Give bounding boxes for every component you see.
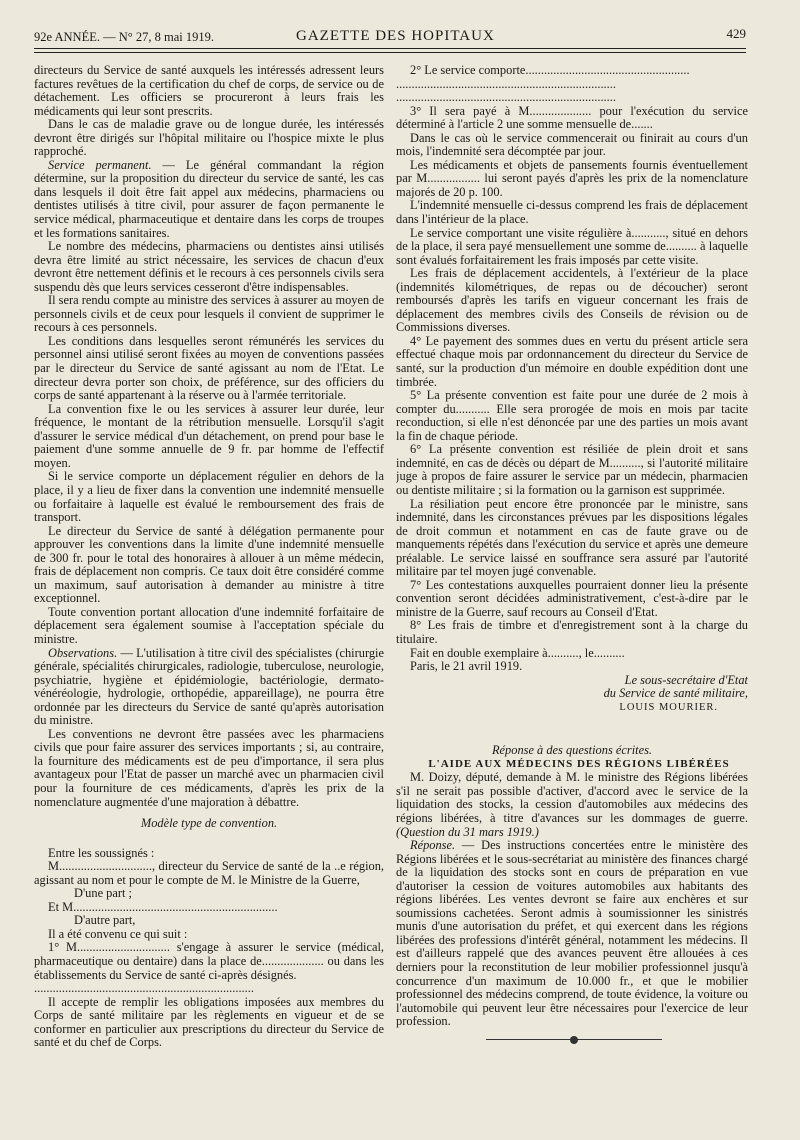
paragraph bbox=[34, 914, 384, 928]
paragraph bbox=[396, 389, 748, 443]
answer-paragraph bbox=[396, 839, 748, 1029]
paragraph bbox=[34, 64, 384, 118]
paragraph-text: M.............................., directeur du Service de santé de la ..e région, agissant au nom et pour le compte de M. le Ministre de la Guerre, bbox=[34, 859, 384, 887]
paragraph-text: ....................................................................... bbox=[396, 90, 616, 105]
paragraph-text: La convention fixe le ou les services à assurer leur durée, leur fréquence, le montant de la rétribution mensuelle. Lorsqu'il s'agit d'assurer le service médical d'un détachement, on prend pour base le paiement d'une somme annuelle de 9 fr. par homme de l'effectif moyen. bbox=[34, 401, 384, 470]
paragraph-text: 6° La présente convention est résiliée de plein droit et sans indemnité, en cas de décès ou départ de M.........., si l'autorité militaire juge à propos de faire assurer le service par un médecin, pharmacien ou dentiste militaire ; si la formation ou la garnison est supprimée. bbox=[396, 442, 748, 497]
paragraph-text: Modèle type de convention. bbox=[140, 816, 278, 831]
paragraph-text: 8° Les frais de timbre et d'enregistrement sont à la charge du titulaire. bbox=[396, 618, 748, 646]
page-number: 429 bbox=[726, 26, 746, 41]
paragraph-text: Les conditions dans lesquelles seront rémunérés les services du personnel ainsi utilisé seront fixées au moyen de conventions passées par le directeur du Service de santé agissant au nom de l'Etat. Le directeur devra porter son choix, de préférence, sur des officiers du corps de santé appartenant à la réserve ou à l'armée territoriale. bbox=[34, 333, 384, 403]
paragraph bbox=[34, 728, 384, 809]
paragraph bbox=[34, 982, 384, 996]
paragraph-text: Fait en double exemplaire à.........., le.......... bbox=[410, 645, 625, 660]
paragraph bbox=[34, 335, 384, 403]
paragraph-text: 4° Le payement des sommes dues en vertu du présent article sera effectué chaque mois par ordonnancement du directeur du Service de santé, sur la production d'un mémoire en double expédition dont une timbrée. bbox=[396, 333, 748, 389]
question-reference: (Question du 31 mars 1919.) bbox=[396, 824, 539, 839]
paragraph-text: Entre les soussignés : bbox=[48, 845, 155, 860]
answer-lead: Réponse. bbox=[410, 838, 456, 853]
paragraph bbox=[34, 118, 384, 159]
paragraph bbox=[396, 267, 748, 335]
paragraph-lead: Observations. bbox=[48, 645, 118, 660]
header-rule bbox=[34, 48, 746, 49]
paragraph bbox=[396, 619, 748, 646]
paragraph-text: L'indemnité mensuelle ci-dessus comprend les frais de déplacement dans l'intérieur de la place. bbox=[396, 198, 748, 227]
paragraph bbox=[34, 860, 384, 887]
paragraph-text: 3° Il sera payé à M.................... pour l'exécution du service déterminé à l'article 2 une somme mensuelle de....... bbox=[396, 103, 748, 132]
paragraph-text: — L'utilisation à titre civil des spécialistes (chirurgie générale, spécialités chirurgicales, radiologie, tuberculose, neurologie, psychiatrie, hygiène et épidémiologie, bactériologie, dermato-vénéréologie, hydrologie, orthopédie, appareillage), ne pourra être ordonnée par les directeurs du Service de santé qu'après autorisation du ministre. bbox=[34, 645, 384, 728]
paragraph-text: Les médicaments et objets de pansements fournis éventuellement par M................. lui seront payés d'après les prix de la nomenclature majorés de 20 p. 100. bbox=[396, 157, 748, 199]
paragraph bbox=[396, 199, 748, 226]
paragraph bbox=[34, 525, 384, 606]
paragraph-text: 1° M.............................. s'engage à assurer le service (médical, pharmaceutique ou dentaire) dans la place de.................... ou dans les établissements du Service de santé ci-après désignés. bbox=[34, 940, 384, 982]
signature-title-2: du Service de santé militaire, bbox=[603, 686, 748, 701]
answer-text: — Des instructions concertées entre le ministère des Régions libérées et le sous-secrétariat au ministère des finances chargé de la liquidation des stocks sont en cours de préparation en vue d'autoriser la cession de voitures automobiles aux habitants des régions libérées. Les ventes devront se faire aux enchères et sur soumissions cachetées. Seront admis à soumissionner les sinistrés munis d'une autorisation du préfet, et qui exercent dans les régions libérées des professions d'intérêt général, notamment les médecins. Il est d'ailleurs rappelé que des avances peuvent être allouées à ces derniers pour la reconstitution de leur mobilier professionnel jusqu'à concurrence d'un maximum de 10.000 fr., et que le mobilier professionnel des médecins comprend, de toute évidence, la voiture ou l'automobile qui peuvent leur être nécessaires pour l'exercice de leur profession. bbox=[396, 838, 748, 1029]
paragraph bbox=[34, 887, 384, 901]
paragraph bbox=[34, 928, 384, 942]
paragraph-text: — Le général commandant la région détermine, sur la proposition du directeur du service de santé, les cas dans lesquels il doit être fait appel aux médecins, pharmaciens ou dentistes utilisés à titre civil, pour assurer de façon permanente le service médical, pharmaceutique et dentaire dans les corps de troupes et les formations sanitaires. bbox=[34, 157, 384, 240]
issue-info: 92e ANNÉE. — N° 27, 8 mai 1919. bbox=[34, 30, 214, 44]
paragraph-text: Le directeur du Service de santé à délégation permanente pour approuver les conventions dans la limite d'une indemnité mensuelle de 300 fr. pour le total des honoraires à allouer à un même médecin, frais de déplacement non compris. Ce taux doit être considéré comme un maximum, sauf autorisation à demander au ministre à titre exceptionnel. bbox=[34, 523, 384, 606]
paragraph bbox=[396, 579, 748, 620]
question-text: M. Doizy, député, demande à M. le ministre des Régions libérées s'il ne serait pas possible d'activer, d'accord avec le service de la liquidation des stocks, la cession d'automobiles aux médecins des régions libérées, à titre d'avances sur les dommages de guerre. bbox=[396, 770, 748, 825]
paragraph bbox=[396, 498, 748, 579]
paragraph bbox=[34, 294, 384, 335]
paragraph-text: ....................................................................... bbox=[34, 981, 254, 996]
paragraph-lead: Service permanent. bbox=[48, 157, 152, 172]
paragraph-text: Les conventions ne devront être passées avec les pharmaciens civils que pour faire assurer des services importants ; si, au contraire, la fourniture des médicaments est de peu d'importance, il sera plus avantageux pour l'Etat de passer un marché avec un pharmacien civil pour la fourniture de ces médicaments, d'après les prix de la nomenclature augmentée d'une majoration à débattre. bbox=[34, 726, 384, 809]
paragraph-text: Dans le cas de maladie grave ou de longue durée, les intéressés devront être dirigés sur l'hôpital militaire ou l'hospice mixte le plus rapproché. bbox=[34, 117, 384, 159]
left-column bbox=[34, 64, 384, 1114]
paragraph bbox=[34, 240, 384, 294]
signature-title: Le sous-secrétaire d'Etat bbox=[624, 672, 748, 687]
paragraph-text: directeurs du Service de santé auxquels les intéressés adressent leurs factures revêtues de la certification du chef de corps, de service ou de détachement. Les officiers se procureront à leurs frais les médicaments qui leur sont prescrits. bbox=[34, 64, 384, 118]
section-end-ornament bbox=[486, 1037, 662, 1043]
paragraph bbox=[34, 901, 384, 915]
paragraph-text: ....................................................................... bbox=[396, 76, 616, 91]
signature-name: LOUIS MOURIER. bbox=[619, 701, 718, 713]
paragraph bbox=[34, 647, 384, 728]
page-header bbox=[34, 26, 746, 48]
paragraph bbox=[396, 335, 748, 389]
paragraph-text: Paris, le 21 avril 1919. bbox=[410, 659, 523, 674]
paragraph-text: Le service comportant une visite régulière à..........., situé en dehors de la place, il sera payé mensuellement une somme de.......... à laquelle sont évalués forfaitairement les frais imposés par cette visite. bbox=[396, 225, 748, 267]
paragraph bbox=[396, 227, 748, 268]
paragraph bbox=[34, 470, 384, 524]
paragraph bbox=[396, 159, 748, 200]
journal-title: GAZETTE DES HOPITAUX bbox=[296, 28, 495, 44]
paragraph bbox=[396, 647, 748, 661]
paragraph-text: Il a été convenu ce qui suit : bbox=[48, 926, 188, 941]
section-heading: L'AIDE AUX MÉDECINS DES RÉGIONS LIBÉRÉES bbox=[428, 757, 730, 770]
paragraph-text: 7° Les contestations auxquelles pourraient donner lieu la présente convention seront décidées administrativement, c'est-à-dire par le ministre de la Guerre, sauf recours au Conseil d'Etat. bbox=[396, 577, 748, 619]
paragraph bbox=[34, 159, 384, 240]
paragraph-text: Si le service comporte un déplacement régulier en dehors de la place, il y a lieu de fixer dans la convention une indemnité mensuelle ou forfaitaire à laquelle est évalué le remboursement des frais de transport. bbox=[34, 469, 384, 525]
paragraph-text: Dans le cas où le service commencerait ou finirait au cours d'un mois, l'indemnité sera décomptée par jour. bbox=[396, 130, 748, 159]
paragraph bbox=[34, 941, 384, 982]
paragraph-text: D'une part ; bbox=[74, 886, 132, 901]
question-paragraph bbox=[396, 771, 748, 839]
section-kicker: Réponse à des questions écrites. bbox=[491, 743, 652, 758]
paragraph-text: 2° Le service comporte..................................................... bbox=[410, 64, 690, 77]
paragraph-text: 5° La présente convention est faite pour une durée de 2 mois à compter du........... Elle sera prorogée de mois en mois par tacite reconduction, si elle n'est dénoncée par une des parties un mois avant la fin de chaque période. bbox=[396, 388, 748, 443]
paragraph bbox=[34, 606, 384, 647]
paragraph-text: D'autre part, bbox=[74, 913, 136, 928]
paragraph-text: Il accepte de remplir les obligations imposées aux membres du Corps de santé militaire par les règlements en vigueur et de se conformer en particulier aux prescriptions du directeur du Service de santé et du chef de Corps. bbox=[34, 994, 384, 1050]
paragraph-text: Et M.................................................................. bbox=[48, 899, 278, 914]
paragraph-text: La résiliation peut encore être prononcée par le ministre, sans indemnité, dans les circonstances prévues par les dispositions légales de droit commun et notamment en cas de faute grave ou de manquements répétés dans l'exécution du service et après une demeure préalable. Le service laissé en souffrance sera assuré par l'autorité militaire par tel moyen jugé convenable. bbox=[396, 496, 748, 579]
paragraph bbox=[396, 91, 748, 105]
paragraph-text: Le nombre des médecins, pharmaciens ou dentistes ainsi utilisés devra être limité au strict nécessaire, les services de chacun d'eux devront être nettement définis et le recours à ces personnels civils sera suspendu dès que leurs services cesseront d'être indispensables. bbox=[34, 239, 384, 294]
paragraph bbox=[396, 660, 748, 674]
paragraph bbox=[34, 403, 384, 471]
right-column bbox=[396, 64, 748, 1114]
paragraph bbox=[34, 847, 384, 861]
paragraph bbox=[396, 443, 748, 497]
paragraph-text: Les frais de déplacement accidentels, à l'extérieur de la place (indemnités kilométriques, de repas ou de découcher) seront remboursés d'après les tarifs en vigueur concernant les frais de déplacement des membres civils des Conseils de révision ou de Commissions diverses. bbox=[396, 266, 748, 335]
paragraph bbox=[34, 817, 384, 831]
paragraph bbox=[396, 105, 748, 132]
paragraph-text: Toute convention portant allocation d'une indemnité forfaitaire de déplacement sera également soumise à l'acceptation spéciale du ministre. bbox=[34, 604, 384, 646]
paragraph bbox=[396, 64, 748, 78]
paragraph-text: Il sera rendu compte au ministre des services à assurer au moyen de personnels civils et de ceux pour lesquels il convient de supprimer le recours à ces personnels. bbox=[34, 293, 384, 335]
paragraph bbox=[34, 996, 384, 1050]
paragraph bbox=[396, 132, 748, 159]
paragraph bbox=[396, 78, 748, 92]
header-rule-thin bbox=[34, 52, 746, 53]
